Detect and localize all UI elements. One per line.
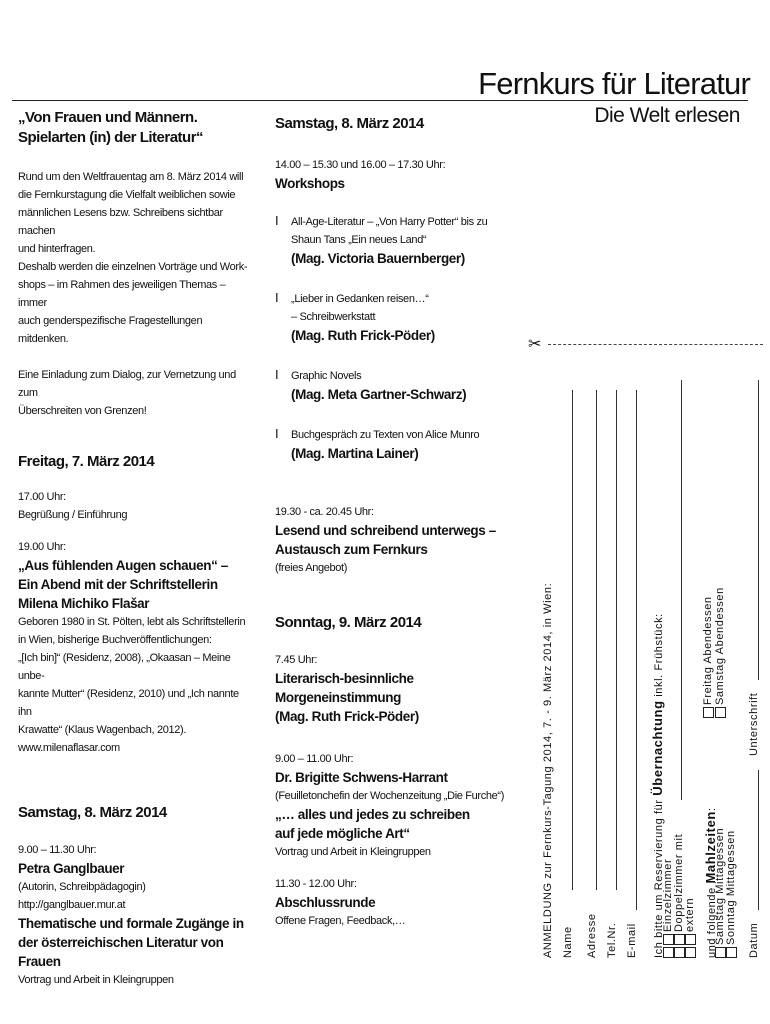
- tel-label: Tel.Nr.: [606, 922, 618, 958]
- sunday-speaker-2-info: (Feuilletonchefin der Wochenzeitung „Die Furche“): [275, 790, 505, 802]
- extern-label: extern: [684, 897, 696, 932]
- friday-event-line-1: „Aus fühlenden Augen schauen“ –: [18, 558, 228, 573]
- workshop-item: [275, 290, 513, 345]
- bio-line: „[Ich bin]“ (Residenz, 2008), „Okaasan – Meine unbe-: [18, 652, 231, 682]
- intro-line: Überschreiten von Grenzen!: [18, 405, 147, 417]
- intro-line: Rund um den Weltfrauentag am 8. März 2014 will: [18, 171, 244, 183]
- workshop-number: I: [275, 213, 279, 228]
- workshops-list: [275, 213, 513, 463]
- sunday-time-2: 9.00 – 11.00 Uhr:: [275, 753, 354, 765]
- option-extern: [684, 898, 696, 958]
- sat-lunch-label: Samstag Mittagessen: [714, 827, 726, 945]
- workshop-description: „Lieber in Gedanken reisen…“: [291, 293, 429, 305]
- workshop-description: Graphic Novels: [291, 370, 362, 382]
- workshop-item: [275, 367, 513, 404]
- sun-lunch-checkbox[interactable]: [726, 947, 737, 958]
- friday-bio: [18, 613, 248, 757]
- name-field[interactable]: [572, 390, 573, 890]
- evening-note: (freies Angebot): [275, 562, 348, 574]
- sat-dinner-checkbox[interactable]: [715, 707, 726, 718]
- intro-paragraph-1: [18, 168, 248, 348]
- fri-dinner-checkbox[interactable]: [703, 707, 714, 718]
- workshop-number: I: [275, 426, 279, 441]
- registration-heading: ANMELDUNG zur Fernkurs-Tagung 2014, 7. - 9. März 2014, in Wien:: [542, 582, 554, 958]
- saturday-speaker: Petra Ganglbauer: [18, 861, 125, 876]
- bio-line: Krawatte“ (Klaus Wagenbach, 2012).: [18, 724, 187, 736]
- saturday-time: 9.00 – 11.30 Uhr:: [18, 844, 97, 856]
- saturday-heading-left: Samstag, 8. März 2014: [18, 804, 167, 821]
- overnight-text-post: inkl. Frühstück:: [653, 613, 665, 701]
- sunday-title-1: Literarisch-besinnliche Morgeneinstimmung: [275, 671, 414, 705]
- workshop-description: All-Age-Literatur – „Von Harry Potter“ bis zu: [291, 216, 488, 228]
- scissors-icon: ✂: [528, 336, 542, 353]
- sunday-title-2-line-2: auf jede mögliche Art“: [275, 826, 410, 841]
- date-field[interactable]: [758, 770, 759, 910]
- sunday-speaker-2: Dr. Brigitte Schwens-Harrant: [275, 770, 448, 785]
- saturday-topic-line-1: Thematische und formale Zugänge in: [18, 916, 244, 931]
- single-room-checkbox[interactable]: [663, 947, 674, 958]
- tel-field[interactable]: [616, 390, 617, 890]
- workshop-leader: (Mag. Martina Lainer): [291, 446, 419, 461]
- intro-line: auch genderspezifische Fragestellungen mitdenken.: [18, 315, 203, 345]
- extern-checkbox[interactable]: [685, 947, 696, 958]
- sunday-note-2: Vortrag und Arbeit in Kleingruppen: [275, 846, 431, 858]
- workshops-title: Workshops: [275, 176, 345, 191]
- workshops-time: 14.00 – 15.30 und 16.00 – 17.30 Uhr:: [275, 159, 446, 171]
- workshop-item: [275, 213, 513, 268]
- sunday-note-3: Offene Fragen, Feedback,…: [275, 915, 406, 927]
- bio-line: www.milenaflasar.com: [18, 742, 120, 754]
- speaker-info-line: (Autorin, Schreibpädagogin): [18, 881, 146, 893]
- saturday-note: Vortrag und Arbeit in Kleingruppen: [18, 974, 174, 986]
- sunday-time-3: 11.30 - 12.00 Uhr:: [275, 878, 357, 890]
- bio-line: in Wien, bisherige Buchveröffentlichungen:: [18, 634, 212, 646]
- workshop-number: I: [275, 367, 279, 382]
- workshop-leader: (Mag. Victoria Bauernberger): [291, 251, 465, 266]
- evening-title-line-2: Austausch zum Fernkurs: [275, 542, 428, 557]
- workshop-leader: (Mag. Meta Gartner-Schwarz): [291, 387, 467, 402]
- saturday-speaker-info: [18, 878, 248, 914]
- speaker-info-line: http://ganglbauer.mur.at: [18, 899, 126, 911]
- meals-text-pre: und folgende: [706, 883, 718, 958]
- sunday-title-2-line-1: „… alles und jedes zu schreiben: [275, 807, 470, 822]
- meal-fri-dinner: [702, 596, 714, 718]
- intro-title-line-2: Spielarten (in) der Literatur“: [18, 129, 204, 146]
- friday-text-1: Begrüßung / Einführung: [18, 509, 128, 521]
- friday-heading: Freitag, 7. März 2014: [18, 453, 155, 470]
- meals-text-bold: Mahlzeiten: [703, 811, 718, 884]
- workshop-leader: (Mag. Ruth Frick-Pöder): [291, 328, 435, 343]
- double-room-checkbox[interactable]: [674, 947, 685, 958]
- workshop-number: I: [275, 290, 279, 305]
- friday-time-2: 19.00 Uhr:: [18, 541, 66, 553]
- workshop-description: Shaun Tans „Ein neues Land“: [291, 234, 427, 246]
- checkbox-spacer: [674, 934, 685, 945]
- checkbox-spacer: [663, 934, 674, 945]
- sunday-title-3: Abschlussrunde: [275, 895, 376, 910]
- checkbox-spacer: [685, 934, 696, 945]
- double-room-label: Doppelzimmer mit: [673, 833, 685, 932]
- evening-title-line-1: Lesend und schreibend unterwegs –: [275, 523, 496, 538]
- sunday-time-1: 7.45 Uhr:: [275, 654, 318, 666]
- intro-line: Deshalb werden die einzelnen Vorträge und Work-: [18, 261, 248, 273]
- bio-line: Geboren 1980 in St. Pölten, lebt als Schriftstellerin: [18, 616, 246, 628]
- saturday-heading-middle: Samstag, 8. März 2014: [275, 115, 424, 132]
- workshop-description: Buchgespräch zu Texten von Alice Munro: [291, 429, 480, 441]
- overnight-text-pre: Ich bitte um Reservierung für: [653, 795, 665, 958]
- friday-time-1: 17.00 Uhr:: [18, 491, 66, 503]
- brand-title: Fernkurs für Literatur: [478, 66, 750, 101]
- friday-event-line-2: Ein Abend mit der Schriftstellerin: [18, 577, 218, 592]
- signature-label: Unterschrift: [748, 692, 760, 756]
- evening-time: 19.30 - ca. 20.45 Uhr:: [275, 506, 374, 518]
- friday-event-line-3: Milena Michiko Flašar: [18, 596, 150, 611]
- overnight-text-bold: Übernachtung: [650, 700, 665, 796]
- sat-lunch-checkbox[interactable]: [715, 947, 726, 958]
- sun-lunch-label: Sonntag Mittagessen: [725, 830, 737, 945]
- sunday-leader-1: (Mag. Ruth Frick-Pöder): [275, 709, 419, 724]
- meal-sat-dinner: [714, 587, 726, 718]
- left-column: [18, 108, 248, 989]
- sat-dinner-label: Samstag Abendessen: [714, 587, 726, 705]
- bio-line: kannte Mutter“ (Residenz, 2010) und „Ich nannte ihn: [18, 688, 239, 718]
- intro-paragraph-2: [18, 366, 248, 420]
- address-label: Adresse: [586, 913, 598, 958]
- sunday-heading: Sonntag, 9. März 2014: [275, 614, 422, 631]
- intro-line: männlichen Lesens bzw. Schreibens sichtbar machen: [18, 207, 223, 237]
- single-room-label: Einzelzimmer: [662, 858, 674, 932]
- cut-line: [548, 344, 763, 345]
- address-field[interactable]: [596, 390, 597, 890]
- email-field[interactable]: [636, 390, 637, 910]
- date-label: Datum: [748, 922, 760, 958]
- workshop-item: [275, 426, 513, 463]
- fri-dinner-label: Freitag Abendessen: [702, 596, 714, 705]
- meal-sun-lunch: [725, 830, 737, 958]
- intro-line: die Fernkurstagung die Vielfalt weiblichen sowie: [18, 189, 236, 201]
- intro-title-line-1: „Von Frauen und Männern.: [18, 109, 198, 126]
- saturday-topic-line-2: der österreichischen Literatur von Frauen: [18, 935, 224, 969]
- double-room-partner-field[interactable]: [681, 380, 682, 800]
- intro-line: shops – im Rahmen des jeweiligen Themas – immer: [18, 279, 226, 309]
- brand-subtitle: Die Welt erlesen: [594, 104, 740, 127]
- signature-field[interactable]: [758, 380, 759, 680]
- name-label: Name: [562, 926, 574, 958]
- intro-line: und hinterfragen.: [18, 243, 96, 255]
- intro-line: Eine Einladung zum Dialog, zur Vernetzung und zum: [18, 369, 236, 399]
- workshop-description: – Schreibwerkstatt: [291, 311, 376, 323]
- middle-column: [275, 114, 513, 930]
- email-label: E-mail: [626, 923, 638, 958]
- meals-text-post: :: [706, 807, 718, 812]
